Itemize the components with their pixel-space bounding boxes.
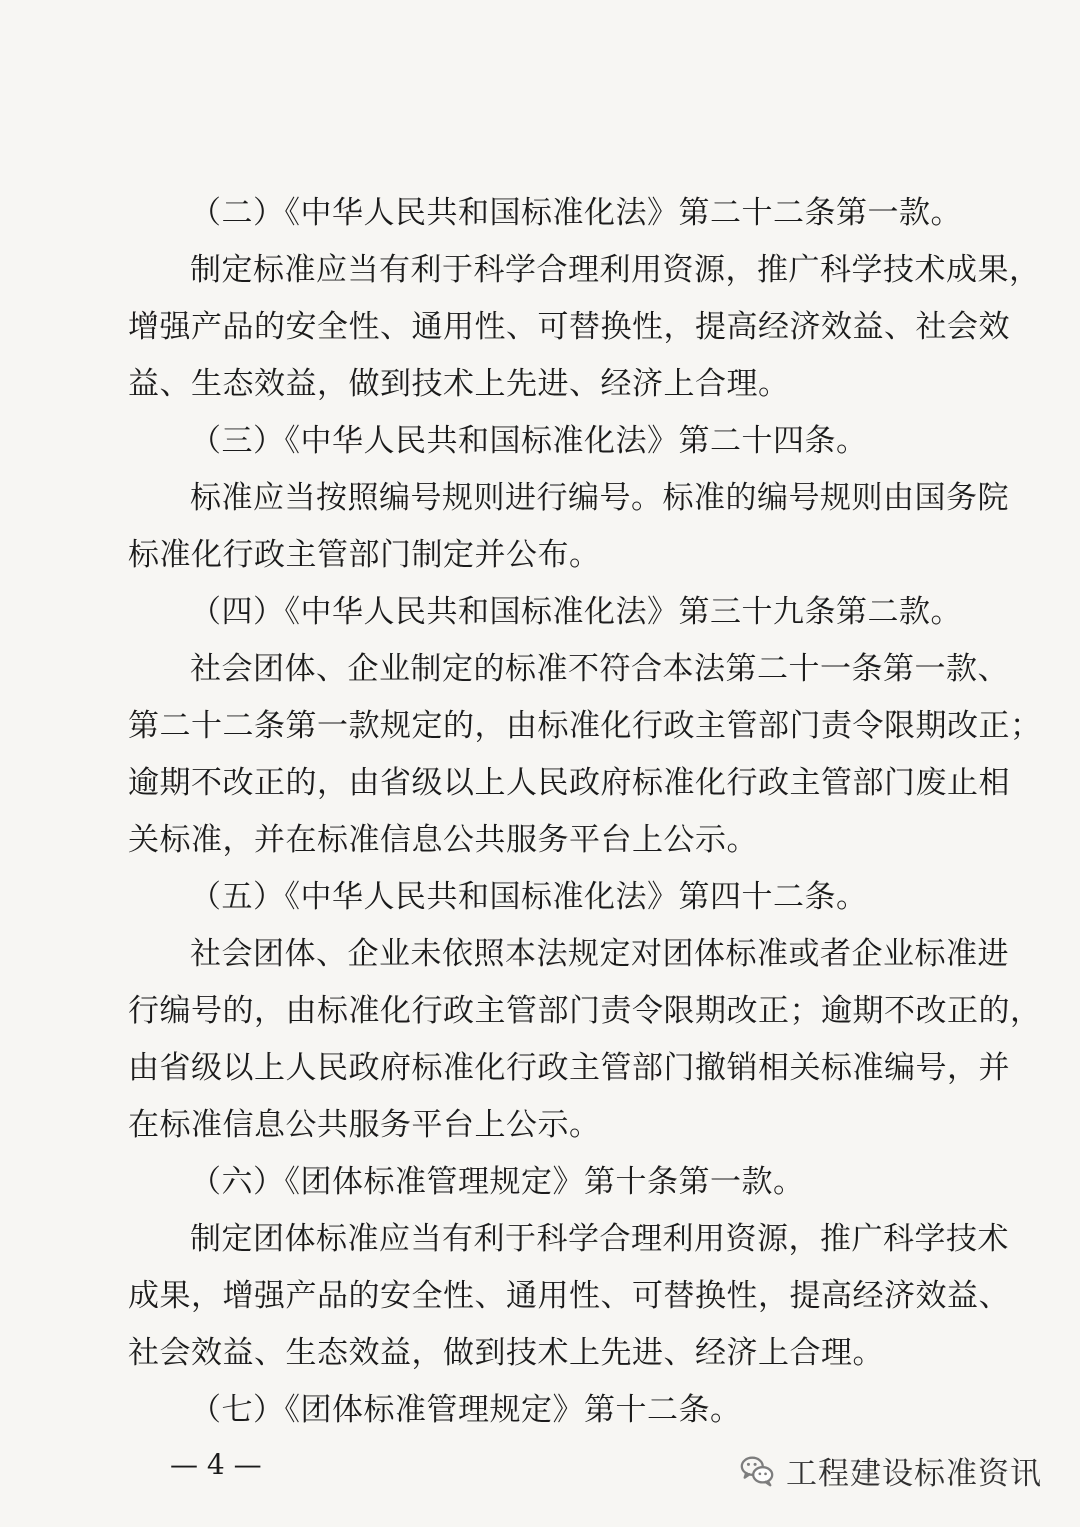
paragraph-line: 制定团体标准应当有利于科学合理利用资源，推广科学技术 xyxy=(190,1221,1009,1257)
paragraph-line: 制定标准应当有利于科学合理利用资源，推广科学技术成果， xyxy=(190,252,1041,288)
paragraph-line: 在标准信息公共服务平台上公示。 xyxy=(128,1107,601,1143)
heading-6: （六）《团体标准管理规定》第十条第一款。 xyxy=(190,1164,805,1200)
paragraph-line: 社会效益、生态效益，做到技术上先进、经济上合理。 xyxy=(128,1335,884,1371)
paragraph-line: 社会团体、企业未依照本法规定对团体标准或者企业标准进 xyxy=(190,936,1009,972)
heading-5: （五）《中华人民共和国标准化法》第四十二条。 xyxy=(190,879,868,915)
heading-4: （四）《中华人民共和国标准化法》第三十九条第二款。 xyxy=(190,594,962,630)
paragraph-line: 第二十二条第一款规定的，由标准化行政主管部门责令限期改正； xyxy=(128,708,1042,744)
paragraph-line: 益、生态效益，做到技术上先进、经济上合理。 xyxy=(128,366,790,402)
paragraph-line: 关标准，并在标准信息公共服务平台上公示。 xyxy=(128,822,758,858)
paragraph-line: 由省级以上人民政府标准化行政主管部门撤销相关标准编号，并 xyxy=(128,1050,1010,1086)
paragraph-line: 社会团体、企业制定的标准不符合本法第二十一条第一款、 xyxy=(190,651,1009,687)
heading-3: （三）《中华人民共和国标准化法》第二十四条。 xyxy=(190,423,868,459)
page-number: — 4 — xyxy=(170,1448,262,1481)
watermark-text: 工程建设标准资讯 xyxy=(786,1456,1042,1492)
paragraph-line: 逾期不改正的，由省级以上人民政府标准化行政主管部门废止相 xyxy=(128,765,1010,801)
heading-7: （七）《团体标准管理规定》第十二条。 xyxy=(190,1392,742,1428)
paragraph-line: 行编号的，由标准化行政主管部门责令限期改正；逾期不改正的， xyxy=(128,993,1042,1029)
paragraph-line: 标准应当按照编号规则进行编号。标准的编号规则由国务院 xyxy=(190,480,1009,516)
wechat-icon xyxy=(738,1452,776,1490)
watermark xyxy=(738,1448,1042,1493)
paragraph-line: 增强产品的安全性、通用性、可替换性，提高经济效益、社会效 xyxy=(128,309,1010,345)
paragraph-line: 成果，增强产品的安全性、通用性、可替换性，提高经济效益、 xyxy=(128,1278,1010,1314)
heading-2: （二）《中华人民共和国标准化法》第二十二条第一款。 xyxy=(190,195,962,231)
paragraph-line: 标准化行政主管部门制定并公布。 xyxy=(128,537,601,573)
